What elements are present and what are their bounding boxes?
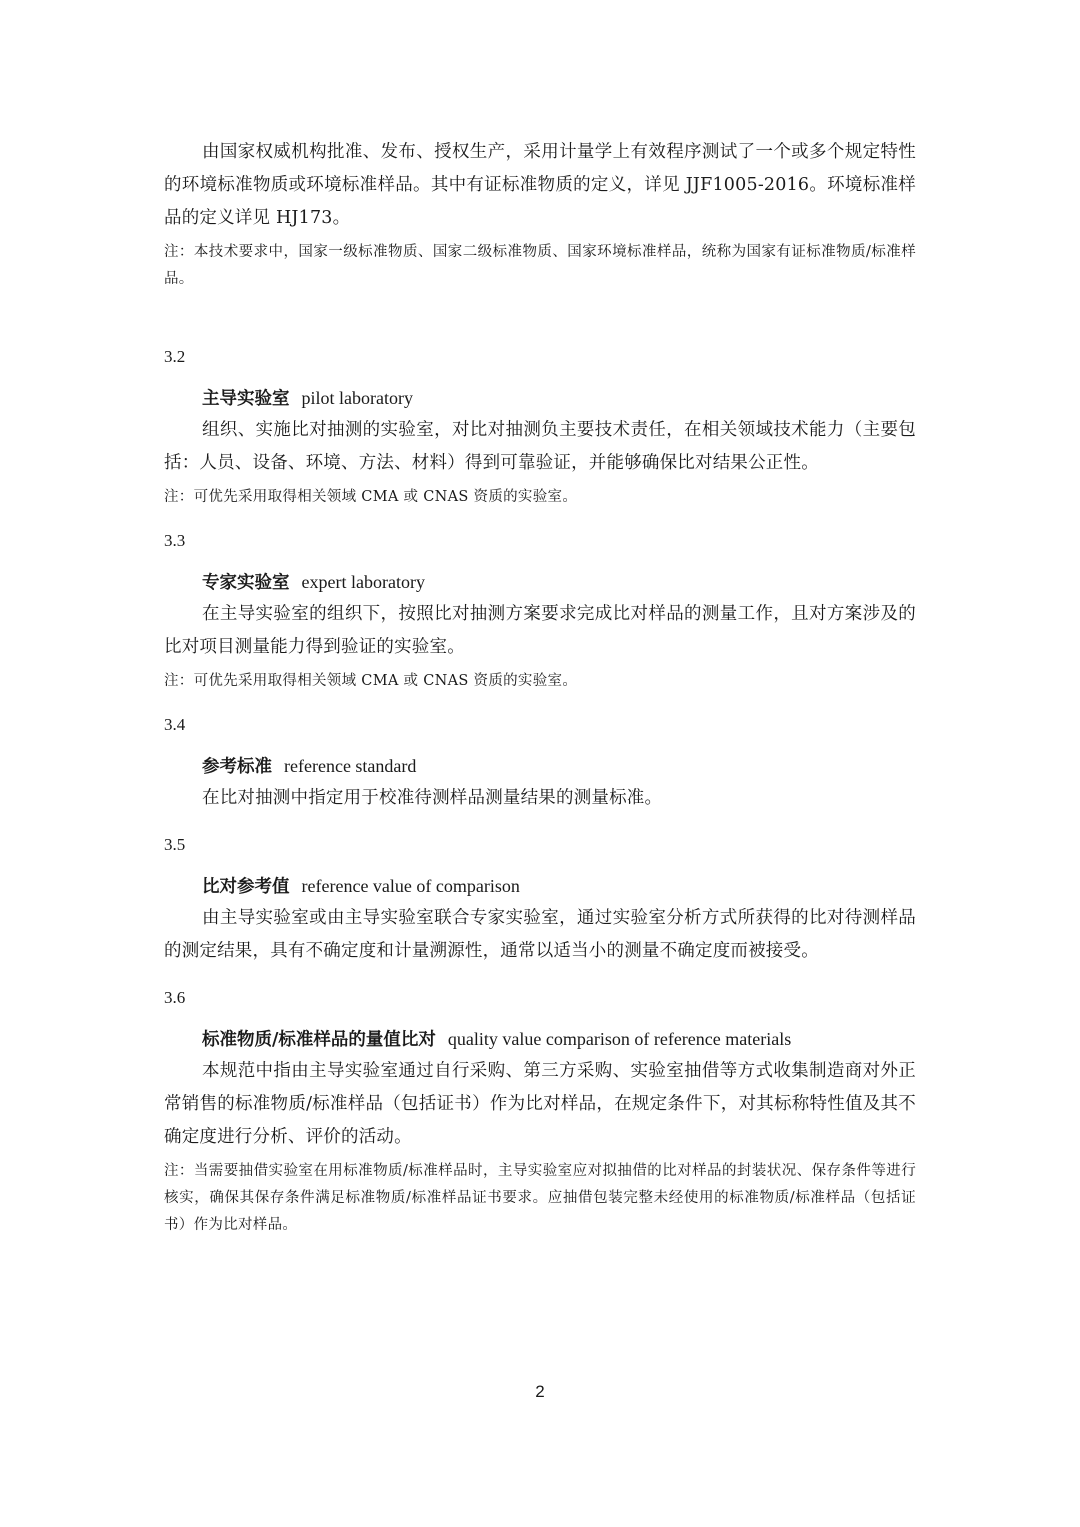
term-note: 注：可优先采用取得相关领域 CMA 或 CNAS 资质的实验室。 [164,489,578,505]
term-chinese: 比对参考值 [202,877,290,897]
section-3-3 [164,529,916,695]
term-definition: 组织、实施比对抽测的实验室，对比对抽测负主要技术责任，在相关领域技术能力（主要包括：人员、设备、环境、方法、材料）得到可靠验证，并能够确保比对结果公正性。 [164,420,916,473]
term-english: reference value of comparison [301,876,520,896]
section-number: 3.5 [164,835,186,854]
term-definition: 在主导实验室的组织下，按照比对抽测方案要求完成比对样品的测量工作，且对方案涉及的比对项目测量能力得到验证的实验室。 [164,604,916,657]
term-definition: 本规范中指由主导实验室通过自行采购、第三方采购、实验室抽借等方式收集制造商对外正常销售的标准物质/标准样品（包括证书）作为比对样品，在规定条件下，对其标称特性值及其不确定度进行分析、评价的活动。 [164,1061,916,1147]
intro-paragraph: 由国家权威机构批准、发布、授权生产，采用计量学上有效程序测试了一个或多个规定特性的环境标准物质或环境标准样品。其中有证标准物质的定义，详见 JJF1005-2016。环境标准样品的定义详见 HJ173。 [164,142,916,228]
section-3-5 [164,833,916,968]
term-note: 注：当需要抽借实验室在用标准物质/标准样品时，主导实验室应对拟抽借的比对样品的封装状况、保存条件等进行核实，确保其保存条件满足标准物质/标准样品证书要求。应抽借包装完整未经使用的标准物质/标准样品（包括证书）作为比对样品。 [164,1163,916,1233]
term-note: 注：可优先采用取得相关领域 CMA 或 CNAS 资质的实验室。 [164,673,578,689]
term-chinese: 专家实验室 [202,573,290,593]
section-3-6 [164,986,916,1239]
page-number: 2 [535,1382,545,1401]
section-number: 3.2 [164,347,186,366]
section-number: 3.3 [164,531,186,550]
term-english: expert laboratory [301,572,425,592]
term-definition: 在比对抽测中指定用于校准待测样品测量结果的测量标准。 [202,788,663,808]
section-number: 3.6 [164,988,186,1007]
term-definition: 由主导实验室或由主导实验室联合专家实验室，通过实验室分析方式所获得的比对待测样品的测定结果，具有不确定度和计量溯源性，通常以适当小的测量不确定度而被接受。 [164,908,916,961]
term-heading [164,871,916,902]
section-3-4 [164,713,916,815]
term-heading [164,383,916,414]
term-chinese: 主导实验室 [202,389,290,409]
section-3-2 [164,345,916,511]
section-number: 3.4 [164,715,186,734]
term-chinese: 标准物质/标准样品的量值比对 [202,1030,436,1050]
term-english: reference standard [284,756,417,776]
term-english: pilot laboratory [301,388,413,408]
term-heading [164,1024,916,1055]
term-heading [164,751,916,782]
term-english: quality value comparison of reference materials [447,1029,792,1049]
term-heading [164,567,916,598]
intro-note: 注：本技术要求中，国家一级标准物质、国家二级标准物质、国家环境标准样品，统称为国家有证标准物质/标准样品。 [164,244,916,287]
page-content [164,136,916,1239]
term-chinese: 参考标准 [202,757,272,777]
